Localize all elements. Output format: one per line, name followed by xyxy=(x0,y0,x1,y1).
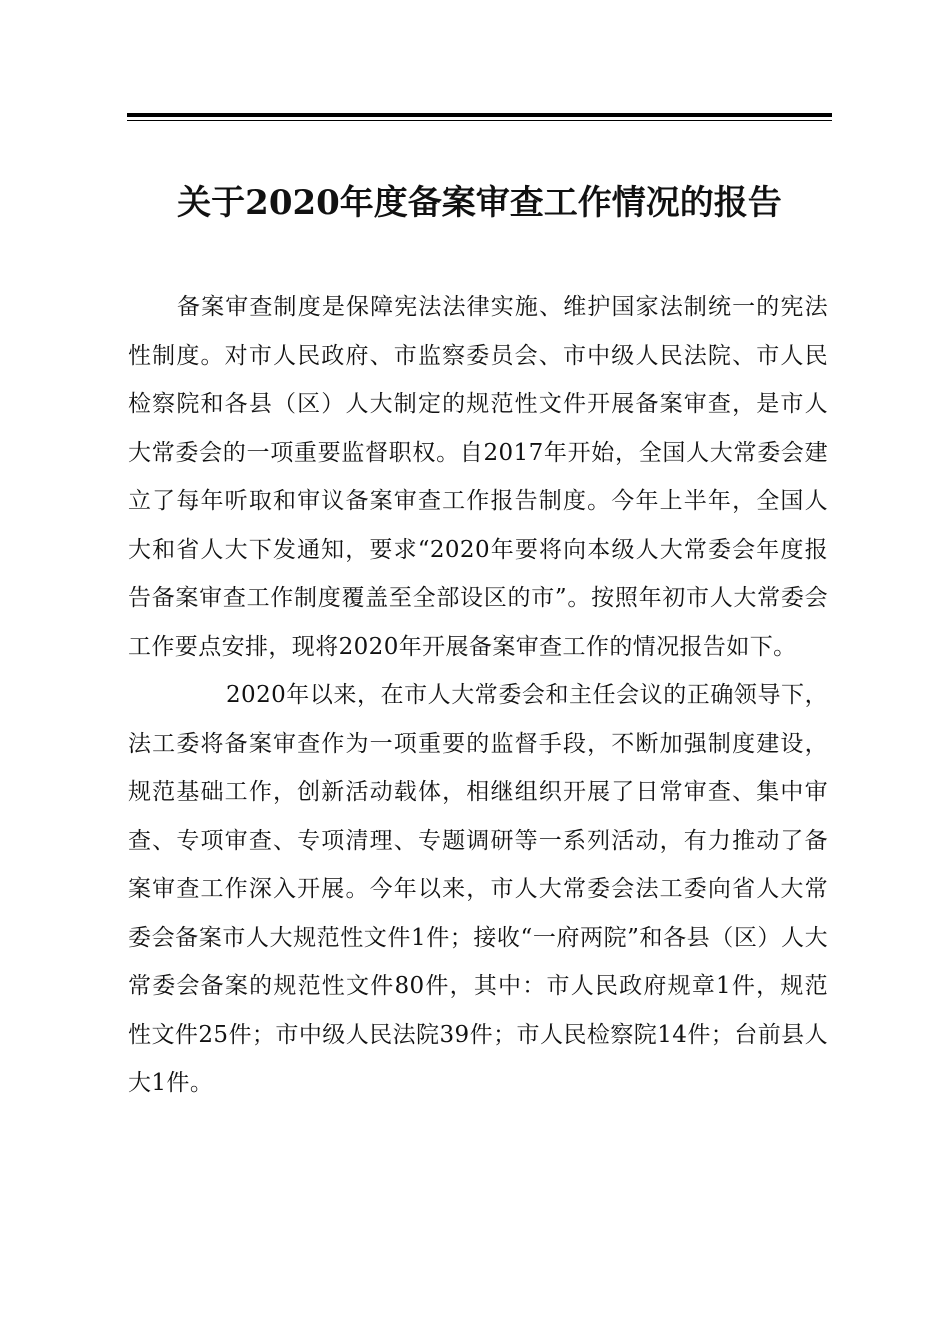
paragraph-intro: 备案审查制度是保障宪法法律实施、维护国家法制统一的宪法性制度。对市人民政府、市监察委员会、市中级人民法院、市人民检察院和各县（区）人大制定的规范性文件开展备案审查，是市人大常委会的一项重要监督职权。自2017年开始，全国人大常委会建立了每年听取和审议备案审查工作报告制度。今年上半年，全国人大和省人大下发通知，要求“2020年要将向本级人大常委会年度报告备案审查工作制度覆盖至全部设区的市”。按照年初市人大常委会工作要点安排，现将2020年开展备案审查工作的情况报告如下。 xyxy=(128,294,828,660)
header-rule-thin xyxy=(127,120,832,121)
document-title: 关于2020年度备案审查工作情况的报告 xyxy=(177,183,782,223)
paragraph-overview: 2020年以来，在市人大常委会和主任会议的正确领导下，法工委将备案审查作为一项重要的监督手段，不断加强制度建设，规范基础工作，创新活动载体，相继组织开展了日常审查、集中审查、专项审查、专项清理、专题调研等一系列活动，有力推动了备案审查工作深入开展。今年以来，市人大常委会法工委向省人大常委会备案市人大规范性文件1件；接收“一府两院”和各县（区）人大常委会备案的规范性文件80件，其中：市人民政府规章1件，规范性文件25件；市中级人民法院39件；市人民检察院14件；台前县人大1件。 xyxy=(128,682,828,1096)
header-rule-thick xyxy=(127,113,832,117)
document-body xyxy=(128,283,828,1108)
